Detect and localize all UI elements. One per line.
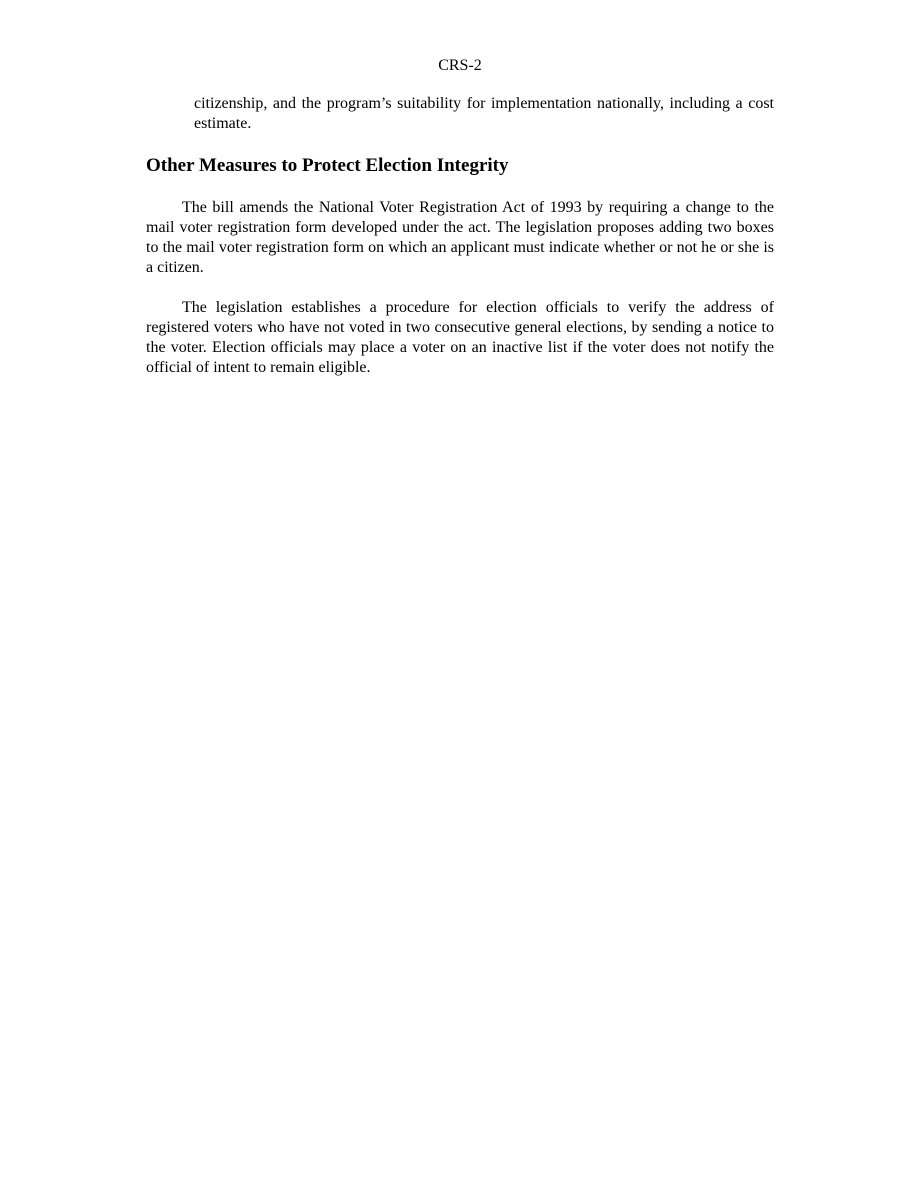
section-heading: Other Measures to Protect Election Integrity bbox=[146, 155, 509, 176]
paragraph-voter-registration-form: The bill amends the National Voter Registration Act of 1993 by requiring a change to the mail voter registration form developed under the act. The legislation proposes adding two boxes to the mail voter registration form on which an applicant must indicate whether or not he or she is a citizen. bbox=[146, 199, 774, 276]
paragraph-address-verification: The legislation establishes a procedure for election officials to verify the address of registered voters who have not voted in two consecutive general elections, by sending a notice to the voter. Election officials may place a voter on an inactive list if the voter does not notify the official of intent to remain eligible. bbox=[146, 299, 774, 376]
document-body bbox=[146, 94, 774, 398]
continued-list-item-text: citizenship, and the program’s suitability for implementation nationally, including a cost estimate. bbox=[194, 95, 774, 132]
page-number-header: CRS-2 bbox=[438, 57, 482, 74]
